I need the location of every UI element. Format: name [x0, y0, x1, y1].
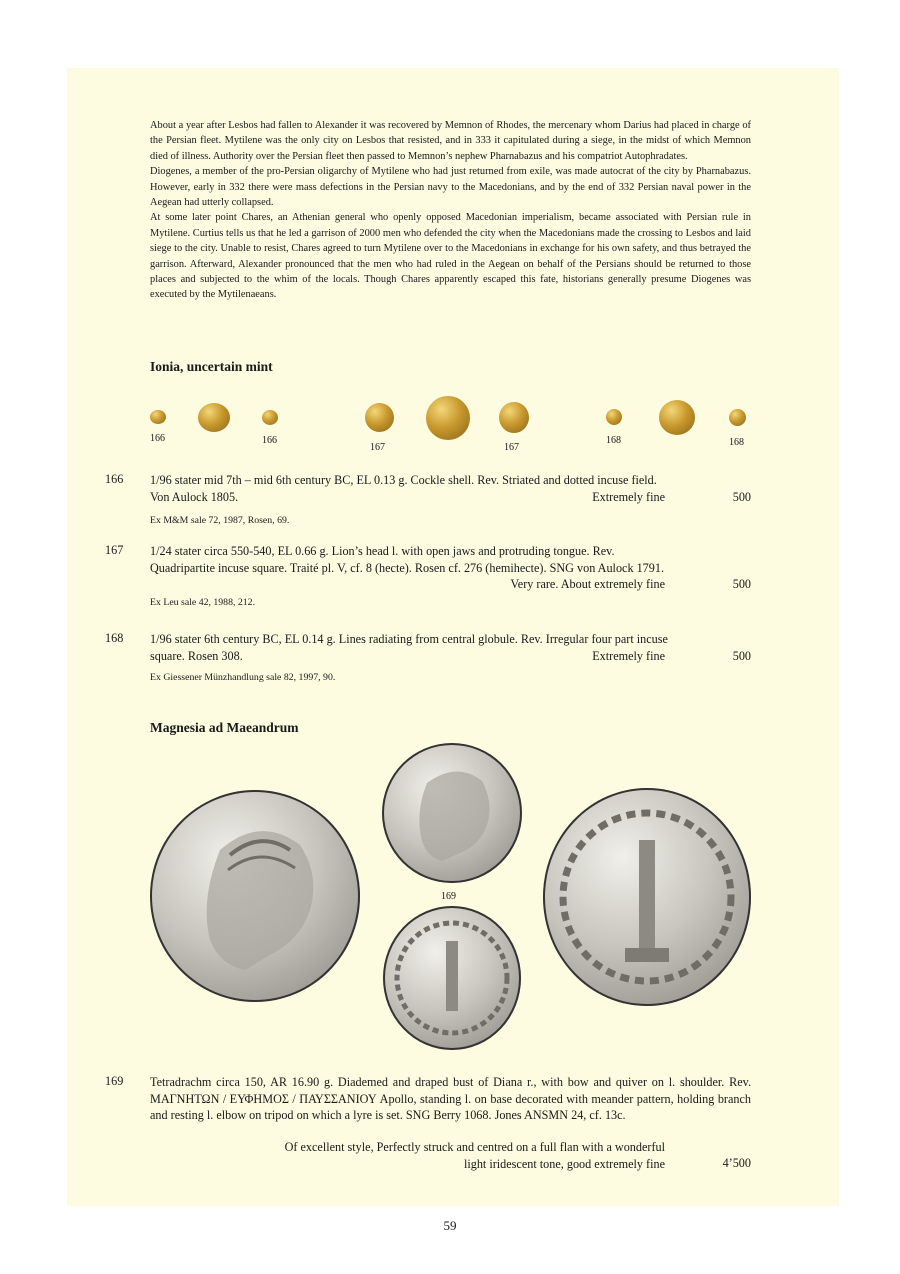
lot-description: [150, 631, 751, 664]
lot-price: 4’500: [722, 1156, 751, 1170]
lot-number: 168: [105, 631, 124, 645]
coin-image-168-obverse: [606, 409, 622, 425]
coin-label: 168: [729, 437, 744, 448]
coin-image-169-obverse-small: [382, 743, 522, 883]
coin-image-166-detail: [262, 410, 278, 425]
lot-line: square. Rosen 308.: [150, 648, 243, 663]
coin-label: 166: [262, 435, 277, 446]
lot-line: 1/96 stater mid 7th – mid 6th century BC, EL 0.13 g. Cockle shell. Rev. Striated and dotted incuse field.: [150, 473, 657, 487]
lot-text: Tetradrachm circa 150, AR 16.90 g. Diademed and draped bust of Diana r., with bow and quiver on l. shoulder. Rev. ΜΑΓΝΗΤΩΝ / ΕΥΦΗΜΟΣ / ΠΑΥΣΣΑΝΙΟΥ Apollo, standing l. on base decorated with meander pattern, holding branch and resting l. elbow on tripod on which a lyre is set. SNG Berry 1068. Jones ANSMN 24, cf. 13c.: [150, 1075, 751, 1122]
coin-label: 167: [370, 442, 385, 453]
section-heading-ionia: Ionia, uncertain mint: [150, 359, 273, 374]
lot-line: 1/24 stater circa 550-540, EL 0.66 g. Lion’s head l. with open jaws and protruding tongue. Rev.: [150, 544, 615, 558]
diana-bust-icon: [382, 743, 522, 883]
coin-image-167-reverse: [499, 402, 529, 433]
coin-label: 168: [606, 435, 621, 446]
coin-image-168-reverse: [729, 409, 746, 426]
lot-number: 169: [105, 1074, 124, 1088]
lot-line: Quadripartite incuse square. Traité pl. V, cf. 8 (hecte). Rosen cf. 276 (hemihecte). SNG von Aulock 1791.: [150, 560, 665, 575]
lot-price: 500: [732, 648, 751, 663]
lot-grade-line: Of excellent style, Perfectly struck and centred on a full flan with a wonderful: [284, 1140, 665, 1154]
section-heading-magnesia: Magnesia ad Maeandrum: [150, 720, 299, 735]
coin-image-167-large: [426, 396, 470, 440]
page-number: 59: [443, 1218, 457, 1233]
lot-grade: [150, 1139, 665, 1172]
lot-description: [150, 472, 751, 505]
lot-grade: Very rare. About extremely fine: [510, 577, 665, 591]
intro-paragraph: Diogenes, a member of the pro-Persian oligarchy of Mytilene who had just returned from exile, was made autocrat of the city by Pharnabazus. However, early in 332 there were mass defections in the Persian navy to the Macedonians, and by the end of 332 Persian naval power in the Aegean had utterly collapsed.: [150, 166, 751, 209]
lot-provenance: Ex Leu sale 42, 1988, 212.: [150, 597, 256, 608]
lot-number: 166: [105, 472, 124, 486]
lot-grade: Extremely fine: [592, 648, 665, 663]
intro-text: [150, 118, 751, 303]
coin-image-166-obverse: [150, 410, 166, 424]
lot-number: 167: [105, 543, 124, 557]
coin-label: 166: [150, 433, 165, 444]
wreath-apollo-icon: [543, 788, 751, 1006]
lot-provenance: Ex Giessener Münzhandlung sale 82, 1997, 90.: [150, 672, 336, 683]
coin-image-167-obverse: [365, 403, 394, 432]
coin-image-169-reverse-large: [543, 788, 751, 1006]
coin-image-166-reverse: [198, 403, 230, 432]
lot-price: 500: [732, 489, 751, 504]
lot-line: Von Aulock 1805.: [150, 489, 239, 504]
diana-bust-icon: [150, 790, 360, 1002]
lot-description: [150, 1074, 751, 1124]
coin-image-168-large: [659, 400, 695, 435]
lot-price: 500: [732, 577, 751, 591]
lot-grade: Extremely fine: [592, 489, 665, 504]
intro-paragraph: About a year after Lesbos had fallen to Alexander it was recovered by Memnon of Rhodes, the mercenary whom Darius had placed in charge of the Persian fleet. Mytilene was the only city on Lesbos that resisted, and in 333 it capitulated during a siege, in the midst of which Memnon died of illness. Authority over the Persian fleet then passed to Memnon’s nephew Pharnabazus and his compatriot Autophradates.: [150, 120, 751, 162]
wreath-apollo-icon: [383, 906, 521, 1050]
lot-provenance: Ex M&M sale 72, 1987, Rosen, 69.: [150, 515, 290, 526]
lot-description: [150, 543, 751, 593]
lot-line: 1/96 stater 6th century BC, EL 0.14 g. Lines radiating from central globule. Rev. Irregular four part incuse: [150, 632, 668, 646]
coin-image-169-obverse-large: [150, 790, 360, 1002]
coin-label: 169: [441, 891, 456, 902]
intro-paragraph: At some later point Chares, an Athenian general who openly opposed Macedonian imperialism, became associated with Persian rule in Mytilene. Curtius tells us that he led a garrison of 2000 men who defended the city when the Macedonians made the crossing to Lesbos and laid siege to the city. Unable to resist, Chares agreed to turn Mytilene over to the Macedonians in exchange for his own safety, and thus betrayed the garrison. Afterward, Alexander pronounced that the men who had ruled in the Aegean on behalf of the Persians should be returned to those places and subjected to the whim of the locals. Though Chares apparently escaped this fate, historians generally presume Diogenes was executed by the Mytilenaeans.: [150, 212, 751, 301]
coin-label: 167: [504, 442, 519, 453]
lot-grade-line: light iridescent tone, good extremely fine: [463, 1156, 665, 1171]
coin-image-169-reverse-small: [383, 906, 521, 1050]
